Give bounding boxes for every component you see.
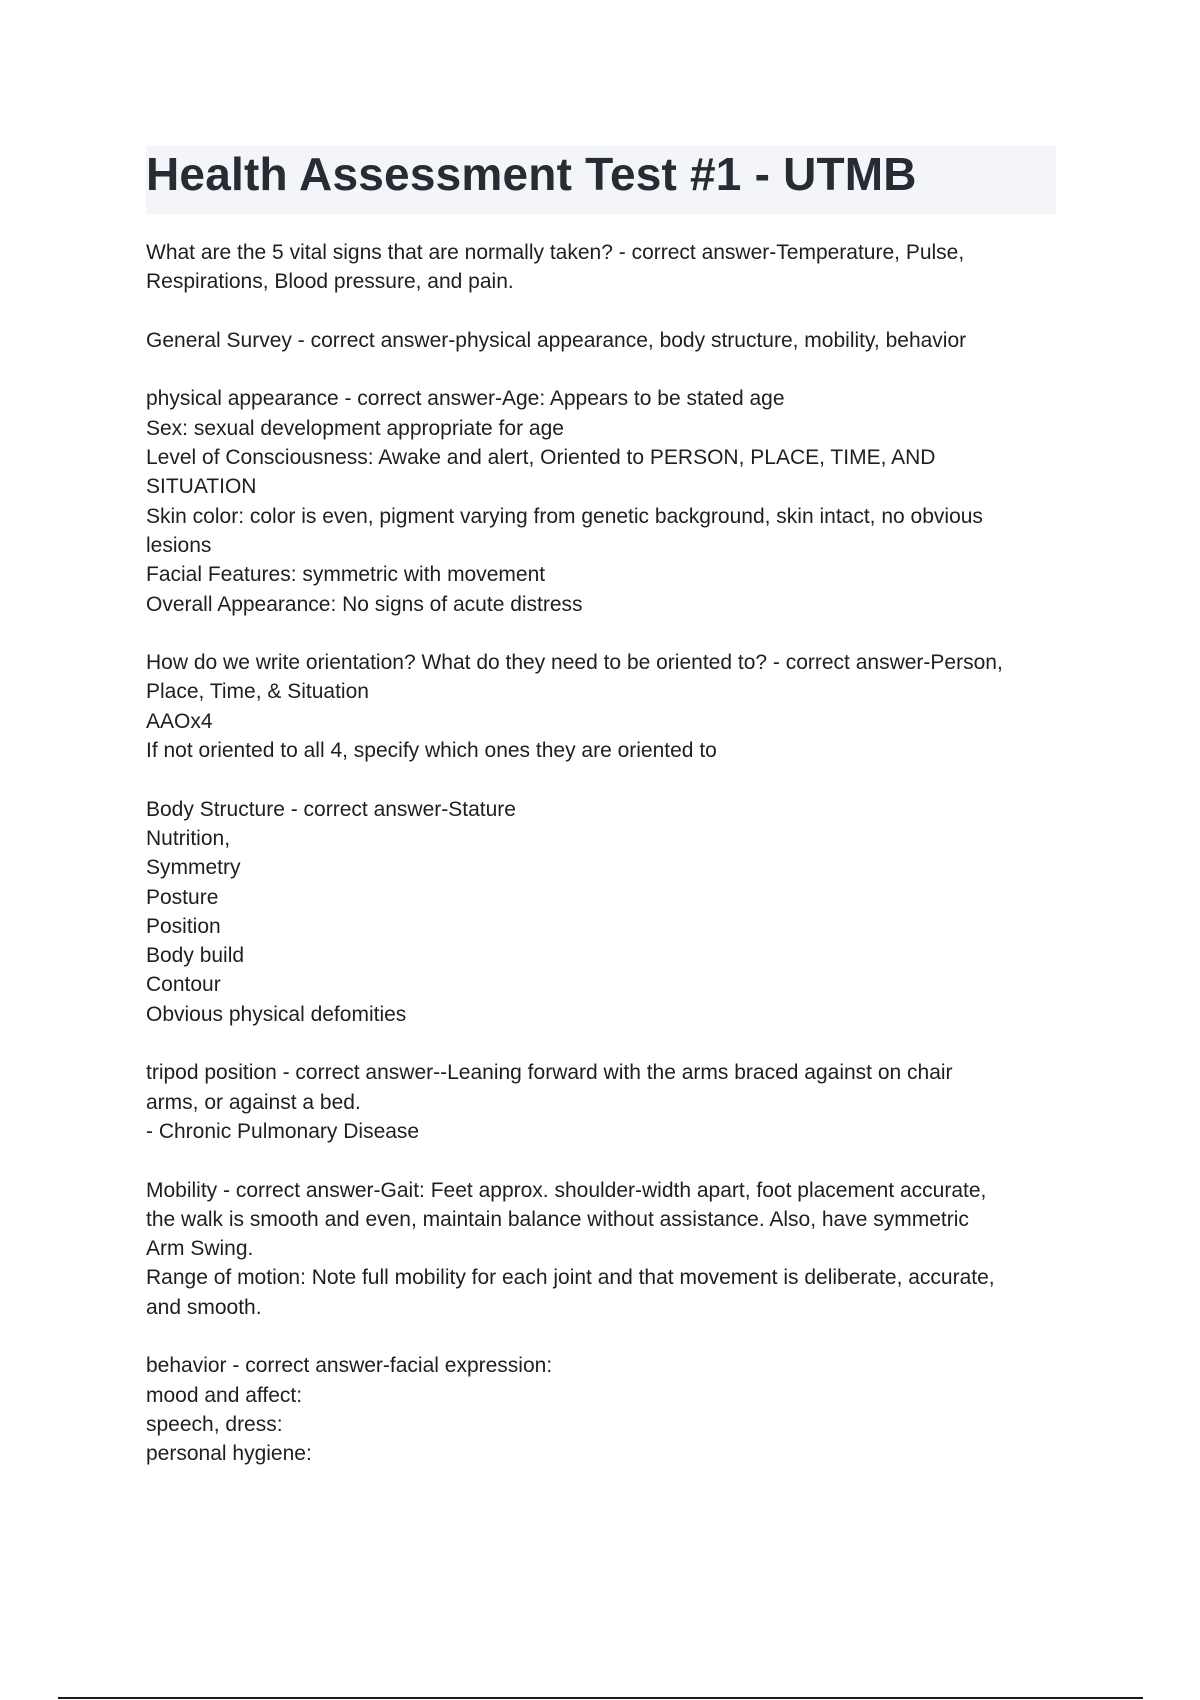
qa-block xyxy=(146,384,1066,618)
text-line: personal hygiene: xyxy=(146,1442,312,1466)
text-line: Skin color: color is even, pigment varying from genetic background, skin intact, no obvious xyxy=(146,504,983,528)
text-line: Position xyxy=(146,914,221,938)
text-line: Mobility - correct answer-Gait: Feet approx. shoulder-width apart, foot placement accurate, xyxy=(146,1178,987,1202)
text-line: Place, Time, & Situation xyxy=(146,680,369,704)
qa-block xyxy=(146,1351,1066,1468)
qa-block xyxy=(146,1176,1066,1322)
text-line: Body build xyxy=(146,944,245,968)
text-line: Level of Consciousness: Awake and alert, Oriented to PERSON, PLACE, TIME, AND xyxy=(146,446,936,470)
text-line: physical appearance - correct answer-Age: Appears to be stated age xyxy=(146,387,785,411)
text-line: tripod position - correct answer--Leaning forward with the arms braced against on chair xyxy=(146,1061,953,1085)
document-title: Health Assessment Test #1 - UTMB xyxy=(146,148,917,200)
text-line: Sex: sexual development appropriate for age xyxy=(146,416,564,440)
text-line: mood and affect: xyxy=(146,1383,303,1407)
text-line: speech, dress: xyxy=(146,1412,283,1436)
qa-block xyxy=(146,238,1066,297)
text-line: Range of motion: Note full mobility for each joint and that movement is deliberate, accurate, xyxy=(146,1266,995,1290)
text-line: behavior - correct answer-facial expression: xyxy=(146,1354,553,1378)
text-line: and smooth. xyxy=(146,1295,262,1319)
text-line: Facial Features: symmetric with movement xyxy=(146,563,546,587)
text-line: Overall Appearance: No signs of acute distress xyxy=(146,592,583,616)
text-line: Contour xyxy=(146,973,221,997)
text-line: AAOx4 xyxy=(146,709,213,733)
qa-block xyxy=(146,326,1066,355)
text-line: General Survey - correct answer-physical appearance, body structure, mobility, behavior xyxy=(146,328,967,352)
qa-block xyxy=(146,795,1066,1029)
text-line: How do we write orientation? What do they need to be oriented to? - correct answer-Person, xyxy=(146,651,1003,675)
text-line: the walk is smooth and even, maintain balance without assistance. Also, have symmetric xyxy=(146,1207,969,1231)
text-line: SITUATION xyxy=(146,475,257,499)
text-line: - Chronic Pulmonary Disease xyxy=(146,1119,420,1143)
text-line: If not oriented to all 4, specify which ones they are oriented to xyxy=(146,739,717,763)
footer-rule xyxy=(58,1697,1143,1699)
text-line: Nutrition, xyxy=(146,826,231,850)
text-line: lesions xyxy=(146,533,212,557)
text-line: Posture xyxy=(146,885,219,909)
qa-block xyxy=(146,1058,1066,1146)
qa-block xyxy=(146,648,1066,765)
text-line: Obvious physical defomities xyxy=(146,1002,407,1026)
text-line: Respirations, Blood pressure, and pain. xyxy=(146,270,514,294)
text-line: What are the 5 vital signs that are normally taken? - correct answer-Temperature, Pulse, xyxy=(146,241,965,264)
text-line: Arm Swing. xyxy=(146,1237,254,1261)
text-line: Body Structure - correct answer-Stature xyxy=(146,797,516,821)
text-line: arms, or against a bed. xyxy=(146,1090,361,1114)
document-body xyxy=(146,238,1066,1498)
text-line: Symmetry xyxy=(146,856,241,880)
